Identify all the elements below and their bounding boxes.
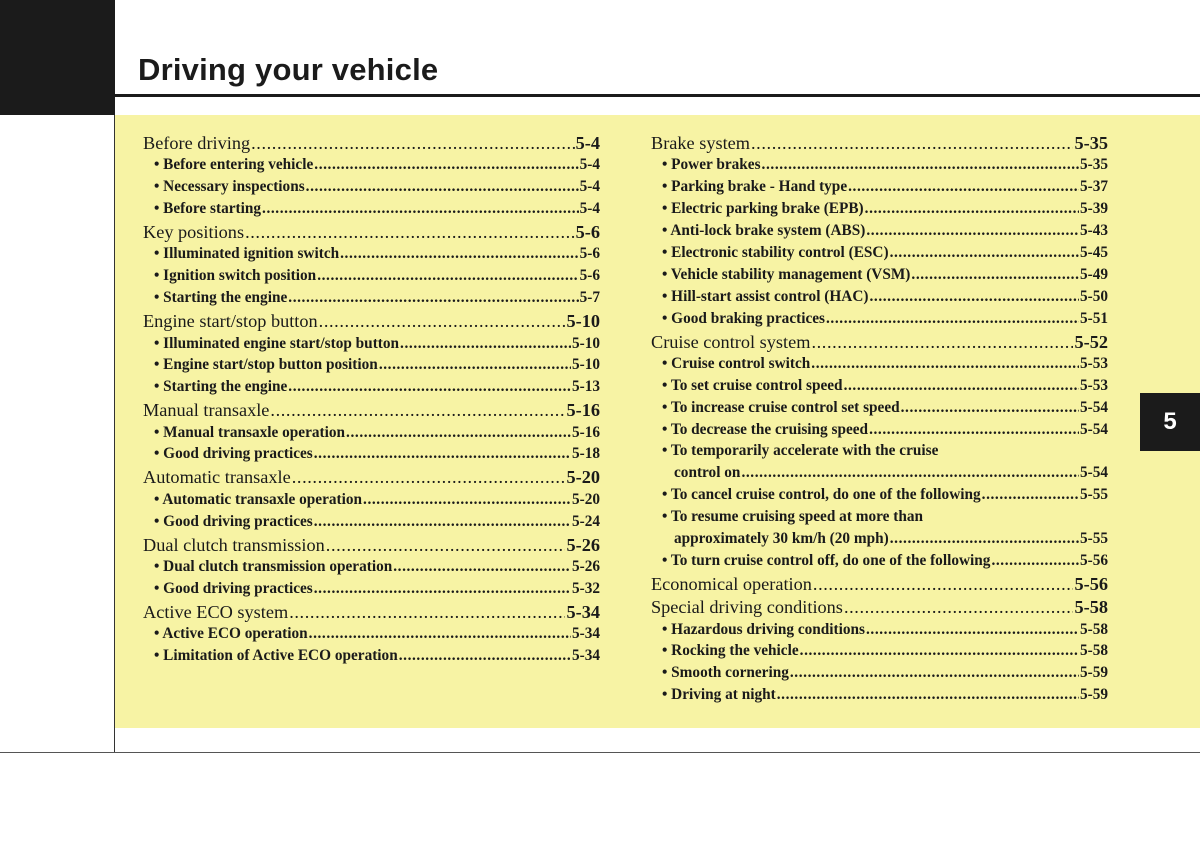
toc-section-entry[interactable]	[143, 602, 600, 625]
toc-entry-page: 5-6	[579, 267, 600, 285]
toc-entry[interactable]	[651, 310, 1108, 332]
toc-entry-label: • Before entering vehicle	[154, 156, 314, 174]
toc-entry[interactable]	[651, 442, 1108, 464]
dot-leader	[982, 486, 1079, 504]
toc-entry[interactable]	[651, 664, 1108, 686]
toc-entry-page: 5-35	[1079, 156, 1108, 174]
dot-leader	[811, 355, 1079, 373]
toc-entry-page: 5-58	[1074, 597, 1108, 618]
toc-section-entry[interactable]	[651, 133, 1108, 156]
dot-leader	[288, 289, 578, 307]
toc-entry-label: • Starting the engine	[154, 289, 288, 307]
dot-leader	[991, 552, 1079, 570]
dot-leader	[866, 222, 1079, 240]
toc-entry-page: 5-52	[1074, 331, 1108, 352]
toc-entry-label: • Good braking practices	[662, 309, 825, 327]
toc-entry-page: 5-53	[1079, 376, 1108, 394]
toc-entry-page: 5-18	[571, 445, 600, 463]
dot-leader	[309, 625, 571, 643]
dot-leader	[262, 200, 579, 218]
toc-entry[interactable]	[651, 377, 1108, 399]
dot-leader	[865, 200, 1079, 218]
toc-entry[interactable]	[143, 424, 600, 446]
toc-entry[interactable]	[651, 464, 1108, 486]
toc-entry[interactable]	[651, 200, 1108, 222]
dot-leader	[762, 156, 1079, 174]
toc-entry-page: 5-20	[571, 490, 600, 508]
toc-entry[interactable]	[143, 378, 600, 400]
toc-entry-label: Manual transaxle	[143, 400, 270, 421]
toc-entry-label: • Engine start/stop button position	[154, 356, 378, 374]
toc-entry-label: • Electric parking brake (EPB)	[662, 200, 864, 218]
dot-leader	[869, 288, 1078, 306]
toc-entry-page: 5-10	[571, 356, 600, 374]
toc-entry-label: • Manual transaxle operation	[154, 423, 346, 441]
toc-entry-page: 5-6	[579, 245, 600, 263]
dot-leader	[245, 222, 575, 243]
dot-leader	[314, 580, 571, 598]
title-rule	[115, 94, 1200, 97]
page-title: Driving your vehicle	[138, 52, 439, 87]
toc-entry[interactable]	[651, 508, 1108, 530]
toc-entry[interactable]	[143, 513, 600, 535]
toc-entry-page: 5-24	[571, 512, 600, 530]
toc-entry[interactable]	[143, 445, 600, 467]
toc-entry[interactable]	[143, 245, 600, 267]
dot-leader	[890, 530, 1079, 548]
toc-entry-page: 5-26	[571, 557, 600, 575]
dot-leader	[251, 133, 575, 154]
toc-entry[interactable]	[651, 355, 1108, 377]
toc-entry-page: 5-51	[1079, 309, 1108, 327]
dot-leader	[751, 133, 1073, 154]
toc-entry-page: 5-4	[579, 200, 600, 218]
toc-entry-label: • Power brakes	[662, 156, 761, 174]
toc-entry-label: • Cruise control switch	[662, 354, 811, 372]
toc-entry[interactable]	[651, 266, 1108, 288]
toc-entry-label: Cruise control system	[651, 331, 811, 352]
dot-leader	[866, 621, 1079, 639]
toc-entry-label: Key positions	[143, 222, 245, 243]
toc-column-right	[651, 133, 1108, 708]
dot-leader	[314, 156, 578, 174]
toc-entry-page: 5-50	[1079, 287, 1108, 305]
dot-leader	[869, 421, 1079, 439]
dot-leader	[813, 574, 1074, 595]
toc-entry-label: • Automatic transaxle operation	[154, 490, 363, 508]
toc-entry-page: 5-26	[566, 534, 600, 555]
toc-entry-page: 5-7	[579, 289, 600, 307]
dot-leader	[826, 310, 1079, 328]
toc-entry-page: 5-4	[579, 178, 600, 196]
toc-entry-page: 5-45	[1079, 243, 1108, 261]
toc-entry-label: • Before starting	[154, 200, 262, 218]
toc-entry-label: • To resume cruising speed at more than	[662, 508, 924, 526]
toc-entry-page: 5-43	[1079, 222, 1108, 240]
toc-entry-page: 5-59	[1079, 686, 1108, 704]
toc-entry[interactable]	[651, 486, 1108, 508]
toc-entry[interactable]	[651, 621, 1108, 643]
toc-entry-page: 5-6	[575, 222, 600, 243]
toc-entry-page: 5-54	[1079, 420, 1108, 438]
dot-leader	[292, 467, 566, 488]
toc-entry[interactable]	[651, 552, 1108, 574]
dot-leader	[289, 602, 565, 623]
toc-entry-label: • Starting the engine	[154, 378, 288, 396]
dot-leader	[346, 424, 571, 442]
dot-leader	[326, 535, 566, 556]
toc-entry-page: 5-4	[579, 156, 600, 174]
toc-entry[interactable]	[143, 356, 600, 378]
toc-entry-page: 5-59	[1079, 664, 1108, 682]
dot-leader	[340, 245, 578, 263]
toc-entry[interactable]	[143, 267, 600, 289]
toc-section-entry[interactable]	[651, 597, 1108, 620]
toc-entry[interactable]	[143, 558, 600, 580]
toc-section-entry[interactable]	[143, 467, 600, 490]
toc-entry-page: 5-16	[566, 400, 600, 421]
dot-leader	[317, 267, 578, 285]
toc-entry[interactable]	[651, 642, 1108, 664]
toc-entry-page: 5-10	[571, 334, 600, 352]
chapter-tab[interactable]	[1140, 393, 1200, 451]
toc-entry-label: • Parking brake - Hand type	[662, 178, 848, 196]
toc-entry-page: 5-55	[1079, 530, 1108, 548]
dot-leader	[777, 686, 1079, 704]
dot-leader	[844, 597, 1074, 618]
toc-entry-page: 5-10	[566, 311, 600, 332]
toc-entry-page: 5-34	[571, 625, 600, 643]
corner-block	[0, 0, 115, 115]
dot-leader	[901, 399, 1079, 417]
toc-entry-label: • Illuminated ignition switch	[154, 245, 340, 263]
dot-leader	[288, 378, 571, 396]
toc-entry-label: • Good driving practices	[154, 579, 313, 597]
toc-entry-page: 5-54	[1079, 398, 1108, 416]
toc-entry-label: • To decrease the cruising speed	[662, 420, 869, 438]
toc-entry-label: • Good driving practices	[154, 512, 313, 530]
dot-leader	[790, 664, 1079, 682]
toc-entry-label: Before driving	[143, 133, 251, 153]
toc-entry-label: approximately 30 km/h (20 mph)	[674, 530, 889, 548]
toc-entry-page: 5-56	[1079, 551, 1108, 569]
dot-leader	[363, 491, 571, 509]
toc-entry[interactable]	[143, 200, 600, 222]
toc-entry-label: • Limitation of Active ECO operation	[154, 646, 398, 664]
toc-entry-label: • Rocking the vehicle	[662, 642, 799, 660]
toc-entry-label: • To set cruise control speed	[662, 376, 843, 394]
toc-entry-label: Economical operation	[651, 573, 812, 594]
dot-leader	[379, 356, 571, 374]
toc-entry-page: 5-58	[1079, 620, 1108, 638]
toc-entry-label: • Necessary inspections	[154, 178, 305, 196]
toc-entry[interactable]	[651, 244, 1108, 266]
toc-entry-label: • Vehicle stability management (VSM)	[662, 265, 911, 283]
toc-entry-page: 5-58	[1079, 642, 1108, 660]
toc-entry-label: • Dual clutch transmission operation	[154, 557, 393, 575]
toc-entry[interactable]	[651, 222, 1108, 244]
toc-entry-label: • Good driving practices	[154, 445, 313, 463]
dot-leader	[393, 558, 571, 576]
toc-entry[interactable]	[143, 289, 600, 311]
toc-entry-page: 5-13	[571, 378, 600, 396]
toc-section-entry[interactable]	[143, 222, 600, 245]
dot-leader	[314, 513, 571, 531]
toc-entry-label: Dual clutch transmission	[143, 534, 325, 555]
toc-entry-page: 5-39	[1079, 200, 1108, 218]
toc-entry-page: 5-55	[1079, 486, 1108, 504]
toc-entry-label: • Electronic stability control (ESC)	[662, 243, 889, 261]
dot-leader	[741, 464, 1079, 482]
dot-leader	[314, 445, 571, 463]
toc-entry-page: 5-20	[566, 467, 600, 488]
toc-entry-page: 5-4	[575, 133, 600, 153]
toc-entry-page: 5-35	[1074, 133, 1108, 153]
toc-entry-label: • Smooth cornering	[662, 664, 789, 682]
toc-entry[interactable]	[651, 530, 1108, 552]
toc-entry[interactable]	[651, 421, 1108, 443]
toc-entry-label: Automatic transaxle	[143, 467, 291, 488]
toc-entry-label: • To increase cruise control set speed	[662, 398, 900, 416]
dot-leader	[270, 400, 565, 421]
toc-entry-label: • Hazardous driving conditions	[662, 620, 865, 638]
toc-entry-label: • Anti-lock brake system (ABS)	[662, 222, 866, 240]
margin-rule	[114, 115, 115, 752]
toc-entry-page: 5-54	[1079, 464, 1108, 482]
footer-rule	[0, 752, 1200, 753]
dot-leader	[306, 178, 579, 196]
toc-entry-page: 5-16	[571, 423, 600, 441]
toc-entry-label: • Active ECO operation	[154, 625, 308, 643]
toc-entry-page: 5-37	[1079, 178, 1108, 196]
toc-entry[interactable]	[143, 647, 600, 669]
dot-leader	[319, 311, 566, 332]
toc-entry-page: 5-49	[1079, 265, 1108, 283]
toc-section-entry[interactable]	[143, 133, 600, 156]
toc-section-entry[interactable]	[143, 535, 600, 558]
toc-entry-label: • Illuminated engine start/stop button	[154, 334, 400, 352]
dot-leader	[800, 642, 1079, 660]
dot-leader	[400, 335, 571, 353]
toc-section-entry[interactable]	[143, 311, 600, 334]
toc-entry-label: • To turn cruise control off, do one of the following	[662, 551, 991, 569]
dot-leader	[399, 647, 571, 665]
toc-entry-label: • Ignition switch position	[154, 267, 317, 285]
toc-entry-page: 5-53	[1079, 354, 1108, 372]
toc-entry-label: Engine start/stop button	[143, 311, 318, 332]
dot-leader	[911, 266, 1079, 284]
chapter-number: 5	[1163, 408, 1177, 435]
dot-leader	[844, 377, 1079, 395]
toc-entry-label: • To cancel cruise control, do one of the following	[662, 486, 981, 504]
toc-section-entry[interactable]	[143, 400, 600, 423]
toc-entry-label: control on	[674, 464, 741, 482]
toc-entry-label: • To temporarily accelerate with the cruise	[662, 442, 939, 460]
dot-leader	[848, 178, 1079, 196]
toc-entry-label: Brake system	[651, 133, 751, 153]
toc-entry-page: 5-34	[566, 601, 600, 622]
dot-leader	[890, 244, 1079, 262]
dot-leader	[811, 332, 1073, 353]
toc-entry[interactable]	[651, 288, 1108, 310]
toc-entry-page: 5-56	[1074, 573, 1108, 594]
toc-entry-label: • Hill-start assist control (HAC)	[662, 287, 869, 305]
toc-entry[interactable]	[143, 156, 600, 178]
toc-entry-label: Special driving conditions	[651, 597, 843, 618]
toc-column-left	[143, 133, 600, 669]
toc-entry[interactable]	[651, 399, 1108, 421]
toc-section-entry[interactable]	[651, 332, 1108, 355]
toc-entry[interactable]	[143, 625, 600, 647]
toc-entry-label: • Driving at night	[662, 686, 776, 704]
toc-entry[interactable]	[651, 156, 1108, 178]
toc-entry[interactable]	[143, 580, 600, 602]
toc-entry[interactable]	[143, 178, 600, 200]
toc-entry[interactable]	[143, 335, 600, 357]
toc-entry[interactable]	[651, 686, 1108, 708]
toc-section-entry[interactable]	[651, 574, 1108, 597]
toc-entry[interactable]	[143, 491, 600, 513]
toc-entry-page: 5-32	[571, 579, 600, 597]
toc-entry-page: 5-34	[571, 646, 600, 664]
toc-entry[interactable]	[651, 178, 1108, 200]
toc-entry-label: Active ECO system	[143, 601, 289, 622]
